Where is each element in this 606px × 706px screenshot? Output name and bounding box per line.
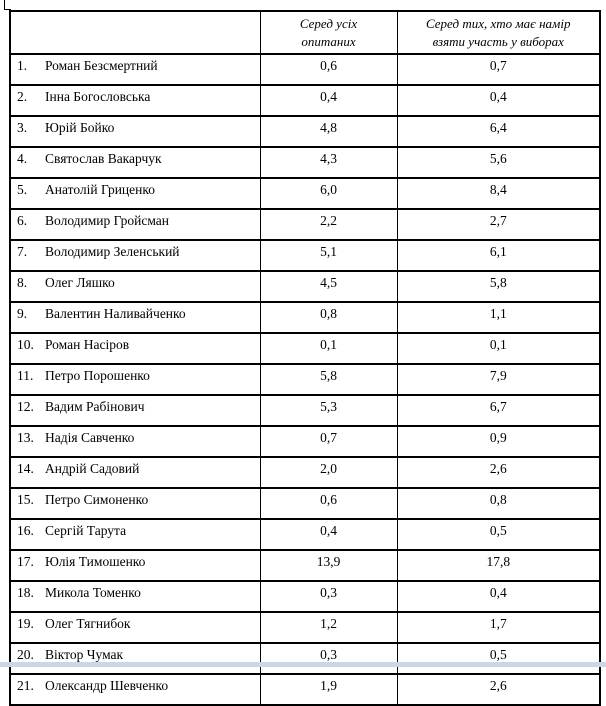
row-number: 19. xyxy=(17,616,34,631)
value-intending-voters: 5,8 xyxy=(397,271,600,302)
header-line: Серед тих, хто має намір xyxy=(426,16,571,31)
row-number: 10. xyxy=(17,337,34,352)
value-intending-voters: 0,4 xyxy=(397,581,600,612)
table-row xyxy=(10,488,600,519)
row-number: 13. xyxy=(17,430,34,445)
candidate-name: Надія Савченко xyxy=(45,430,135,445)
value-all-respondents: 0,7 xyxy=(260,426,397,457)
table-row xyxy=(10,395,600,426)
header-cell-intending-voters xyxy=(397,11,600,54)
candidate-name: Володимир Гройсман xyxy=(45,213,169,228)
candidate-name-cell xyxy=(10,271,260,302)
value-intending-voters: 2,7 xyxy=(397,209,600,240)
table-row xyxy=(10,209,600,240)
value-intending-voters: 5,6 xyxy=(397,147,600,178)
row-number: 11. xyxy=(17,368,34,383)
candidate-name: Петро Симоненко xyxy=(45,492,149,507)
table-row xyxy=(10,271,600,302)
value-all-respondents: 0,6 xyxy=(260,488,397,519)
value-all-respondents: 4,5 xyxy=(260,271,397,302)
table-row xyxy=(10,85,600,116)
value-all-respondents: 0,4 xyxy=(260,519,397,550)
value-intending-voters: 0,4 xyxy=(397,85,600,116)
candidate-name-cell xyxy=(10,116,260,147)
candidate-name-cell xyxy=(10,488,260,519)
table-row xyxy=(10,457,600,488)
value-all-respondents: 6,0 xyxy=(260,178,397,209)
candidate-name-cell xyxy=(10,54,260,85)
value-intending-voters: 1,7 xyxy=(397,612,600,643)
header-cell-all-respondents xyxy=(260,11,397,54)
candidate-name: Святослав Вакарчук xyxy=(45,151,162,166)
table-row xyxy=(10,54,600,85)
value-all-respondents: 1,9 xyxy=(260,674,397,705)
candidate-name: Роман Безсмертний xyxy=(45,58,158,73)
table-row xyxy=(10,519,600,550)
candidate-name: Віктор Чумак xyxy=(45,647,124,662)
value-all-respondents: 0,3 xyxy=(260,581,397,612)
row-number: 18. xyxy=(17,585,34,600)
value-intending-voters: 8,4 xyxy=(397,178,600,209)
header-line: Серед усіх xyxy=(299,16,358,31)
candidate-name: Олександр Шевченко xyxy=(45,678,169,693)
row-number: 16. xyxy=(17,523,34,538)
candidate-name: Микола Томенко xyxy=(45,585,141,600)
value-intending-voters: 2,6 xyxy=(397,457,600,488)
candidate-name-cell xyxy=(10,302,260,333)
value-all-respondents: 0,3 xyxy=(260,643,397,674)
row-number: 20. xyxy=(17,647,34,662)
row-number: 4. xyxy=(17,151,28,166)
table-row xyxy=(10,643,600,674)
row-number: 1. xyxy=(17,58,28,73)
candidate-name-cell xyxy=(10,550,260,581)
candidate-name-cell xyxy=(10,674,260,705)
row-number: 15. xyxy=(17,492,34,507)
header-row xyxy=(10,11,600,54)
value-intending-voters: 0,1 xyxy=(397,333,600,364)
candidate-name-cell xyxy=(10,612,260,643)
candidate-name: Андрій Садовий xyxy=(45,461,140,476)
table-row xyxy=(10,550,600,581)
value-all-respondents: 13,9 xyxy=(260,550,397,581)
table-body xyxy=(10,54,600,705)
candidate-name: Роман Насіров xyxy=(45,337,130,352)
candidate-name: Юлія Тимошенко xyxy=(45,554,146,569)
value-all-respondents: 2,2 xyxy=(260,209,397,240)
candidate-name-cell xyxy=(10,333,260,364)
candidate-name-cell xyxy=(10,519,260,550)
value-intending-voters: 1,1 xyxy=(397,302,600,333)
candidate-name: Володимир Зеленський xyxy=(45,244,180,259)
candidate-name: Петро Порошенко xyxy=(45,368,150,383)
value-intending-voters: 7,9 xyxy=(397,364,600,395)
value-all-respondents: 5,8 xyxy=(260,364,397,395)
candidate-name: Олег Тягнибок xyxy=(45,616,131,631)
candidate-name-cell xyxy=(10,364,260,395)
row-number: 8. xyxy=(17,275,28,290)
table-row xyxy=(10,674,600,705)
candidate-name-cell xyxy=(10,581,260,612)
value-intending-voters: 6,1 xyxy=(397,240,600,271)
value-intending-voters: 0,5 xyxy=(397,643,600,674)
value-all-respondents: 4,3 xyxy=(260,147,397,178)
table-row xyxy=(10,581,600,612)
table-row xyxy=(10,240,600,271)
value-intending-voters: 0,7 xyxy=(397,54,600,85)
candidate-name-cell xyxy=(10,643,260,674)
candidate-name-cell xyxy=(10,457,260,488)
table-row xyxy=(10,302,600,333)
value-all-respondents: 5,1 xyxy=(260,240,397,271)
candidate-name-cell xyxy=(10,426,260,457)
value-intending-voters: 6,4 xyxy=(397,116,600,147)
candidate-name-cell xyxy=(10,240,260,271)
value-intending-voters: 0,9 xyxy=(397,426,600,457)
candidate-name: Анатолій Гриценко xyxy=(45,182,155,197)
row-number: 6. xyxy=(17,213,28,228)
value-all-respondents: 1,2 xyxy=(260,612,397,643)
value-intending-voters: 6,7 xyxy=(397,395,600,426)
value-all-respondents: 0,1 xyxy=(260,333,397,364)
table-row xyxy=(10,612,600,643)
value-all-respondents: 2,0 xyxy=(260,457,397,488)
value-intending-voters: 0,5 xyxy=(397,519,600,550)
table-row xyxy=(10,426,600,457)
row-number: 3. xyxy=(17,120,28,135)
table-row xyxy=(10,116,600,147)
row-number: 12. xyxy=(17,399,34,414)
value-all-respondents: 0,6 xyxy=(260,54,397,85)
candidate-name-cell xyxy=(10,178,260,209)
candidate-name: Валентин Наливайченко xyxy=(45,306,186,321)
row-number: 7. xyxy=(17,244,28,259)
row-number: 14. xyxy=(17,461,34,476)
bottom-strip xyxy=(0,662,606,667)
row-number: 17. xyxy=(17,554,34,569)
candidate-name: Юрій Бойко xyxy=(45,120,115,135)
candidate-name: Інна Богословська xyxy=(45,89,151,104)
candidate-name-cell xyxy=(10,209,260,240)
value-intending-voters: 0,8 xyxy=(397,488,600,519)
table-row xyxy=(10,147,600,178)
header-line: опитаних xyxy=(301,34,356,49)
header-cell-name xyxy=(10,11,260,54)
row-number: 21. xyxy=(17,678,34,693)
value-all-respondents: 0,8 xyxy=(260,302,397,333)
table-row xyxy=(10,364,600,395)
row-number: 2. xyxy=(17,89,28,104)
value-intending-voters: 17,8 xyxy=(397,550,600,581)
value-all-respondents: 5,3 xyxy=(260,395,397,426)
candidate-name-cell xyxy=(10,147,260,178)
row-number: 9. xyxy=(17,306,28,321)
table-row xyxy=(10,333,600,364)
candidate-name: Олег Ляшко xyxy=(45,275,115,290)
value-all-respondents: 4,8 xyxy=(260,116,397,147)
value-all-respondents: 0,4 xyxy=(260,85,397,116)
candidate-name-cell xyxy=(10,85,260,116)
candidate-name: Вадим Рабінович xyxy=(45,399,145,414)
poll-results-table xyxy=(9,10,601,706)
candidate-name: Сергій Тарута xyxy=(45,523,127,538)
candidate-name-cell xyxy=(10,395,260,426)
header-line: взяти участь у виборах xyxy=(432,34,564,49)
value-intending-voters: 2,6 xyxy=(397,674,600,705)
table-row xyxy=(10,178,600,209)
row-number: 5. xyxy=(17,182,28,197)
